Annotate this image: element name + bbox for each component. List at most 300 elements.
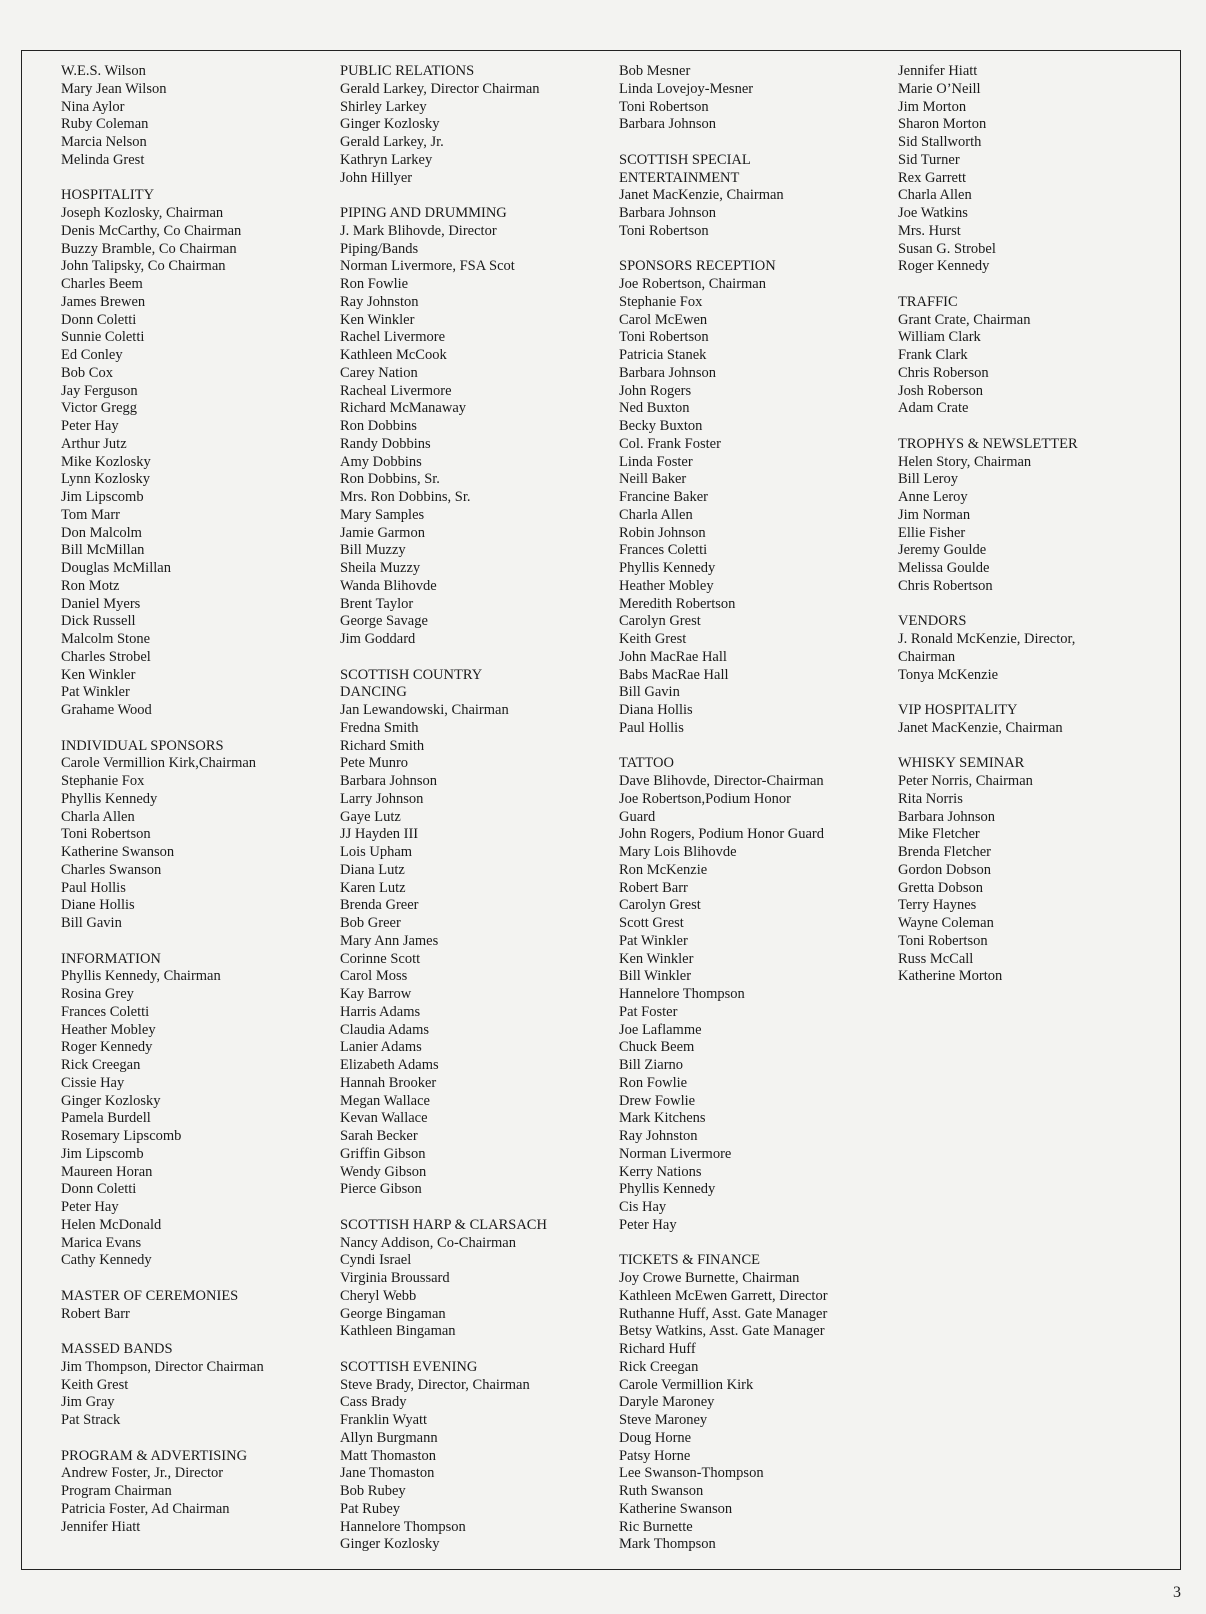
member-line: Mike Kozlosky [61, 453, 151, 470]
member-line: Carole Vermillion Kirk [619, 1376, 754, 1393]
member-line: Richard Smith [340, 737, 425, 754]
member-line: Pierce Gibson [340, 1181, 422, 1198]
member-line: Katherine Swanson [619, 1500, 733, 1517]
member-line: Gordon Dobson [898, 861, 992, 878]
member-line: Jeremy Goulde [898, 542, 987, 559]
member-line: Josh Roberson [898, 382, 983, 399]
member-line: Mary Jean Wilson [61, 80, 167, 97]
section-heading: SPONSORS RECEPTION [619, 258, 776, 275]
member-line: Bill Ziarno [619, 1057, 684, 1073]
member-line: Bill McMillan [61, 542, 145, 559]
member-line: Peter Hay [61, 1199, 119, 1215]
member-line: Chuck Beem [619, 1039, 695, 1056]
member-line: Robert Barr [619, 879, 688, 896]
member-line: Virginia Broussard [340, 1270, 450, 1286]
member-line: Bill Muzzy [340, 542, 406, 559]
member-line: Janet MacKenzie, Chairman [898, 719, 1063, 736]
member-line: Ken Winkler [61, 666, 136, 683]
member-line: Paul Hollis [619, 719, 684, 736]
member-line: John Hillyer [340, 169, 413, 186]
member-line: Keith Grest [61, 1376, 129, 1393]
member-line: Ellie Fisher [898, 524, 966, 541]
member-line: Bill Leroy [898, 471, 959, 488]
committee-section [61, 63, 264, 170]
member-line: Helen Story, Chairman [898, 453, 1032, 470]
member-line: Ruthanne Huff, Asst. Gate Manager [619, 1305, 828, 1322]
member-line: Kay Barrow [340, 986, 412, 1002]
committee-section [61, 738, 264, 933]
member-line: Frances Coletti [61, 1003, 150, 1020]
committee-column-4 [898, 63, 1078, 986]
page-number: 3 [1173, 1584, 1181, 1601]
member-line: Ron Fowlie [619, 1074, 688, 1091]
member-line: Frank Clark [898, 347, 968, 363]
member-line: Arthur Jutz [61, 435, 127, 452]
committee-column-1 [61, 63, 264, 1536]
member-line: Ginger Kozlosky [61, 1092, 161, 1109]
member-line: Pete Munro [340, 755, 409, 772]
committee-section [61, 1448, 264, 1537]
member-line: Sid Turner [898, 151, 960, 168]
member-line: Marcia Nelson [61, 134, 147, 150]
member-line: Diana Hollis [619, 702, 693, 718]
member-line: Pat Winkler [619, 932, 688, 949]
member-line: Carolyn Grest [619, 613, 701, 630]
member-line: Col. Frank Foster [619, 435, 721, 452]
section-heading: TATTOO [619, 755, 674, 772]
committee-section [340, 1217, 547, 1341]
member-line: Randy Dobbins [340, 435, 431, 452]
member-line: Roger Kennedy [898, 258, 990, 275]
member-line: John Rogers [619, 382, 692, 399]
member-line: Wanda Blihovde [340, 577, 437, 594]
member-line: Ray Johnston [340, 293, 419, 310]
section-heading: HOSPITALITY [61, 187, 155, 204]
member-line: George Savage [340, 613, 428, 630]
member-line: Ken Winkler [340, 311, 415, 328]
member-line: Kathleen Bingaman [340, 1323, 456, 1340]
member-line: Robert Barr [61, 1305, 130, 1322]
member-line: Diane Hollis [61, 897, 135, 914]
member-line: Patricia Stanek [619, 347, 707, 363]
member-line: Jim Thompson, Director Chairman [61, 1358, 264, 1375]
member-line: Program Chairman [61, 1483, 172, 1499]
member-line: Joy Crowe Burnette, Chairman [619, 1270, 800, 1286]
committee-section [61, 1341, 264, 1430]
member-line: Joe Watkins [898, 205, 968, 221]
member-line: Daryle Maroney [619, 1394, 715, 1411]
member-line: Jane Thomaston [340, 1465, 435, 1482]
member-line: Heather Mobley [619, 577, 714, 594]
member-line: Francine Baker [619, 489, 708, 505]
member-line: Rex Garrett [898, 169, 967, 186]
section-heading: INFORMATION [61, 950, 161, 967]
member-line: Chairman [898, 648, 956, 665]
member-line: Sunnie Coletti [61, 329, 145, 346]
member-line: Jim Goddard [340, 631, 416, 647]
committee-section [340, 1359, 547, 1554]
member-line: Charla Allen [619, 506, 693, 523]
member-line: Richard McManaway [340, 400, 467, 417]
committee-section [619, 152, 828, 241]
member-line: Charla Allen [61, 808, 135, 825]
member-line: Sheila Muzzy [340, 560, 421, 576]
committee-section [898, 702, 1078, 738]
member-line: Grant Crate, Chairman [898, 311, 1031, 328]
member-line: Scott Grest [619, 915, 684, 931]
member-line: Frances Coletti [619, 542, 708, 559]
member-line: Ruby Coleman [61, 116, 149, 133]
member-line: Russ McCall [898, 950, 974, 967]
member-line: Cass Brady [340, 1394, 407, 1411]
member-line: Maureen Horan [61, 1163, 153, 1180]
member-line: Wendy Gibson [340, 1163, 427, 1180]
committee-section [898, 63, 1078, 276]
member-line: Ron McKenzie [619, 861, 708, 878]
member-line: Dave Blihovde, Director-Chairman [619, 773, 824, 789]
member-line: Gretta Dobson [898, 879, 983, 896]
section-heading: ENTERTAINMENT [619, 169, 740, 186]
member-line: Mrs. Ron Dobbins, Sr. [340, 489, 471, 505]
member-line: Stephanie Fox [619, 293, 703, 310]
member-line: Meredith Robertson [619, 595, 736, 612]
member-line: Charles Swanson [61, 861, 162, 878]
committee-section [340, 667, 547, 1200]
member-line: Guard [619, 808, 656, 825]
member-line: Nancy Addison, Co-Chairman [340, 1234, 516, 1251]
member-line: Ginger Kozlosky [340, 1536, 440, 1553]
member-line: Rita Norris [898, 790, 963, 807]
member-line: Barbara Johnson [619, 116, 717, 133]
member-line: George Bingaman [340, 1305, 446, 1322]
member-line: Bob Mesner [619, 63, 691, 79]
member-line: Joe Robertson, Chairman [619, 276, 766, 292]
member-line: Stephanie Fox [61, 773, 145, 789]
member-line: Joseph Kozlosky, Chairman [61, 205, 224, 221]
member-line: Melissa Goulde [898, 560, 990, 576]
member-line: Malcolm Stone [61, 631, 151, 647]
member-line: Carey Nation [340, 364, 418, 381]
member-line: Drew Fowlie [619, 1092, 696, 1109]
member-line: Jamie Garmon [340, 524, 425, 541]
section-heading: DANCING [340, 684, 407, 701]
member-line: Mary Ann James [340, 932, 439, 949]
member-line: Lee Swanson-Thompson [619, 1465, 764, 1482]
member-line: Katherine Swanson [61, 844, 175, 860]
member-line: Ruth Swanson [619, 1483, 704, 1499]
member-line: Katherine Morton [898, 968, 1003, 985]
member-line: Pat Foster [619, 1003, 678, 1020]
member-line: Megan Wallace [340, 1092, 430, 1109]
member-line: Cheryl Webb [340, 1287, 417, 1304]
member-line: Grahame Wood [61, 702, 152, 718]
member-line: Bill Gavin [61, 915, 122, 931]
member-line: Gerald Larkey, Jr. [340, 134, 444, 150]
member-line: Matt Thomaston [340, 1447, 436, 1464]
member-line: Toni Robertson [619, 329, 709, 346]
member-line: Tom Marr [61, 506, 120, 523]
member-line: Charles Beem [61, 276, 143, 292]
committee-section [898, 755, 1078, 986]
member-line: Pat Strack [61, 1412, 121, 1428]
section-heading: SCOTTISH HARP & CLARSACH [340, 1216, 547, 1233]
member-line: Mike Fletcher [898, 826, 980, 843]
member-line: Gaye Lutz [340, 808, 401, 825]
member-line: Toni Robertson [898, 932, 988, 949]
section-heading: INDIVIDUAL SPONSORS [61, 737, 224, 754]
member-line: Claudia Adams [340, 1021, 430, 1038]
member-line: Brenda Fletcher [898, 844, 992, 860]
member-line: Tonya McKenzie [898, 666, 999, 683]
section-heading: VENDORS [898, 613, 967, 630]
member-line: Jim Gray [61, 1394, 115, 1411]
member-line: Donn Coletti [61, 1181, 137, 1198]
member-line: Andrew Foster, Jr., Director [61, 1465, 224, 1482]
section-heading: PIPING AND DRUMMING [340, 205, 507, 221]
member-line: Amy Dobbins [340, 453, 422, 470]
member-line: Kerry Nations [619, 1163, 702, 1180]
member-line: Marie O’Neill [898, 80, 981, 97]
member-line: Denis McCarthy, Co Chairman [61, 222, 242, 239]
committee-section [340, 63, 547, 187]
member-line: Charles Strobel [61, 648, 151, 665]
member-line: Melinda Grest [61, 151, 145, 168]
member-line: Rosemary Lipscomb [61, 1128, 182, 1144]
member-line: Toni Robertson [619, 98, 709, 115]
member-line: Janet MacKenzie, Chairman [619, 187, 784, 204]
member-line: Bill Winkler [619, 968, 692, 985]
committee-section [619, 258, 828, 737]
member-line: Patricia Foster, Ad Chairman [61, 1500, 230, 1517]
member-line: Peter Norris, Chairman [898, 773, 1033, 789]
committee-section [61, 1288, 264, 1324]
member-line: Doug Horne [619, 1429, 692, 1446]
section-heading: PUBLIC RELATIONS [340, 63, 475, 79]
section-heading: MASTER OF CEREMONIES [61, 1287, 239, 1304]
member-line: Buzzy Bramble, Co Chairman [61, 240, 237, 257]
member-line: Babs MacRae Hall [619, 666, 729, 683]
member-line: Nina Aylor [61, 98, 125, 115]
section-heading: SCOTTISH EVENING [340, 1358, 478, 1375]
member-line: Sarah Becker [340, 1128, 418, 1144]
member-line: Steve Brady, Director, Chairman [340, 1376, 530, 1393]
member-line: Bob Greer [340, 915, 401, 931]
committee-section [340, 205, 547, 649]
committee-column-2 [340, 63, 547, 1554]
section-heading: SCOTTISH COUNTRY [340, 666, 483, 683]
section-heading: TRAFFIC [898, 293, 958, 310]
member-line: Barbara Johnson [619, 364, 717, 381]
member-line: Douglas McMillan [61, 560, 171, 576]
committee-section [61, 187, 264, 720]
committee-section [619, 755, 828, 1234]
member-line: Brent Taylor [340, 595, 414, 612]
member-line: Mary Samples [340, 506, 425, 523]
member-line: Barbara Johnson [340, 773, 438, 789]
member-line: Kevan Wallace [340, 1110, 428, 1127]
section-heading: MASSED BANDS [61, 1341, 173, 1357]
member-line: Mary Lois Blihovde [619, 844, 737, 860]
member-line: Carol Moss [340, 968, 408, 985]
member-line: Bob Cox [61, 364, 113, 381]
member-line: Norman Livermore [619, 1145, 732, 1162]
member-line: Jennifer Hiatt [898, 63, 978, 79]
member-line: Ed Conley [61, 347, 123, 363]
member-line: Mark Thompson [619, 1536, 716, 1553]
member-line: Linda Lovejoy-Mesner [619, 80, 754, 97]
member-line: Rick Creegan [61, 1057, 141, 1073]
member-line: Jim Lipscomb [61, 1145, 144, 1162]
member-line: Elizabeth Adams [340, 1057, 439, 1073]
member-line: Cissie Hay [61, 1074, 125, 1091]
section-heading: PROGRAM & ADVERTISING [61, 1447, 248, 1464]
member-line: Terry Haynes [898, 897, 977, 914]
member-line: Patsy Horne [619, 1447, 691, 1464]
member-line: Corinne Scott [340, 950, 421, 967]
member-line: Cis Hay [619, 1199, 667, 1215]
section-heading: VIP HOSPITALITY [898, 702, 1018, 718]
member-line: Cyndi Israel [340, 1252, 412, 1269]
member-line: Kathleen McEwen Garrett, Director [619, 1287, 828, 1304]
member-line: Hannelore Thompson [619, 986, 745, 1002]
member-line: Griffin Gibson [340, 1145, 426, 1162]
section-heading: TICKETS & FINANCE [619, 1252, 760, 1269]
member-line: Steve Maroney [619, 1412, 708, 1428]
member-line: Joe Laflamme [619, 1021, 702, 1038]
member-line: JJ Hayden III [340, 826, 419, 843]
member-line: Ray Johnston [619, 1128, 698, 1144]
member-line: Allyn Burgmann [340, 1429, 438, 1446]
member-line: John MacRae Hall [619, 648, 727, 665]
member-line: Linda Foster [619, 453, 693, 470]
committee-section [619, 1252, 828, 1554]
member-line: Lanier Adams [340, 1039, 422, 1056]
member-line: Chris Robertson [898, 577, 993, 594]
member-line: Jim Morton [898, 98, 967, 115]
committee-section [619, 63, 828, 134]
member-line: Ron Dobbins [340, 418, 417, 434]
member-line: Pat Winkler [61, 684, 130, 701]
member-line: Carole Vermillion Kirk,Chairman [61, 755, 257, 772]
member-line: Racheal Livermore [340, 382, 452, 399]
member-line: John Rogers, Podium Honor Guard [619, 826, 825, 843]
member-line: Diana Lutz [340, 861, 405, 878]
member-line: Carolyn Grest [619, 897, 701, 914]
member-line: Paul Hollis [61, 879, 126, 896]
member-line: Hannah Brooker [340, 1074, 437, 1091]
member-line: Phyllis Kennedy [619, 1181, 716, 1198]
member-line: John Talipsky, Co Chairman [61, 258, 226, 275]
member-line: Jim Lipscomb [61, 489, 144, 505]
member-line: Cathy Kennedy [61, 1252, 152, 1269]
member-line: Fredna Smith [340, 719, 419, 736]
member-line: Hannelore Thompson [340, 1518, 466, 1535]
member-line: Phyllis Kennedy [61, 790, 158, 807]
member-line: Mrs. Hurst [898, 222, 961, 239]
member-line: Ginger Kozlosky [340, 116, 440, 133]
member-line: Ric Burnette [619, 1518, 693, 1535]
member-line: Kathryn Larkey [340, 151, 433, 168]
member-line: Peter Hay [61, 418, 119, 434]
member-line: Gerald Larkey, Director Chairman [340, 80, 540, 97]
member-line: Franklin Wyatt [340, 1412, 428, 1428]
member-line: Lynn Kozlosky [61, 471, 151, 488]
member-line: James Brewen [61, 293, 146, 310]
member-line: Helen McDonald [61, 1216, 162, 1233]
member-line: Victor Gregg [61, 400, 138, 417]
member-line: Susan G. Strobel [898, 240, 996, 257]
member-line: Chris Roberson [898, 364, 989, 381]
committee-section [61, 951, 264, 1271]
member-line: Mark Kitchens [619, 1110, 706, 1127]
member-line: Dick Russell [61, 613, 136, 630]
member-line: Phyllis Kennedy, Chairman [61, 968, 221, 985]
committee-section [898, 294, 1078, 418]
member-line: Barbara Johnson [898, 808, 996, 825]
committee-section [898, 436, 1078, 596]
member-line: Jim Norman [898, 506, 971, 523]
member-line: Becky Buxton [619, 418, 703, 434]
member-line: Bob Rubey [340, 1483, 406, 1499]
member-line: Jay Ferguson [61, 382, 138, 399]
member-line: Don Malcolm [61, 524, 142, 541]
member-line: Joe Robertson,Podium Honor [619, 790, 791, 807]
member-line: Ron Motz [61, 577, 120, 594]
member-line: J. Ronald McKenzie, Director, [898, 631, 1076, 647]
member-line: Karen Lutz [340, 879, 406, 896]
member-line: Donn Coletti [61, 311, 137, 328]
member-line: Pamela Burdell [61, 1110, 151, 1127]
member-line: Toni Robertson [619, 222, 709, 239]
member-line: Carol McEwen [619, 311, 708, 328]
member-line: Pat Rubey [340, 1500, 401, 1517]
member-line: Peter Hay [619, 1216, 677, 1233]
member-line: Rosina Grey [61, 986, 134, 1002]
member-line: Toni Robertson [61, 826, 151, 843]
section-heading: WHISKY SEMINAR [898, 755, 1025, 772]
member-line: Adam Crate [898, 400, 969, 417]
member-line: Roger Kennedy [61, 1039, 153, 1056]
member-line: William Clark [898, 329, 981, 346]
member-line: Lois Upham [340, 844, 413, 860]
member-line: Piping/Bands [340, 240, 419, 257]
member-line: Barbara Johnson [619, 205, 717, 221]
member-line: Daniel Myers [61, 595, 141, 612]
member-line: Kathleen McCook [340, 347, 447, 363]
member-line: Jennifer Hiatt [61, 1518, 141, 1535]
member-line: Harris Adams [340, 1003, 421, 1020]
member-line: Heather Mobley [61, 1021, 156, 1038]
committee-column-3 [619, 63, 828, 1554]
member-line: Jan Lewandowski, Chairman [340, 702, 509, 718]
member-line: Betsy Watkins, Asst. Gate Manager [619, 1323, 825, 1340]
member-line: Norman Livermore, FSA Scot [340, 258, 515, 275]
member-line: Ron Fowlie [340, 276, 409, 292]
member-line: Marica Evans [61, 1234, 142, 1251]
member-line: Larry Johnson [340, 790, 424, 807]
member-line: Ned Buxton [619, 400, 690, 417]
member-line: Wayne Coleman [898, 915, 994, 931]
committee-section [898, 613, 1078, 684]
member-line: Keith Grest [619, 631, 687, 647]
member-line: Rachel Livermore [340, 329, 446, 346]
member-line: Sharon Morton [898, 116, 987, 133]
member-line: Robin Johnson [619, 524, 706, 541]
member-line: Shirley Larkey [340, 98, 427, 115]
member-line: Neill Baker [619, 471, 687, 488]
member-line: Anne Leroy [898, 489, 968, 505]
member-line: Sid Stallworth [898, 134, 982, 150]
